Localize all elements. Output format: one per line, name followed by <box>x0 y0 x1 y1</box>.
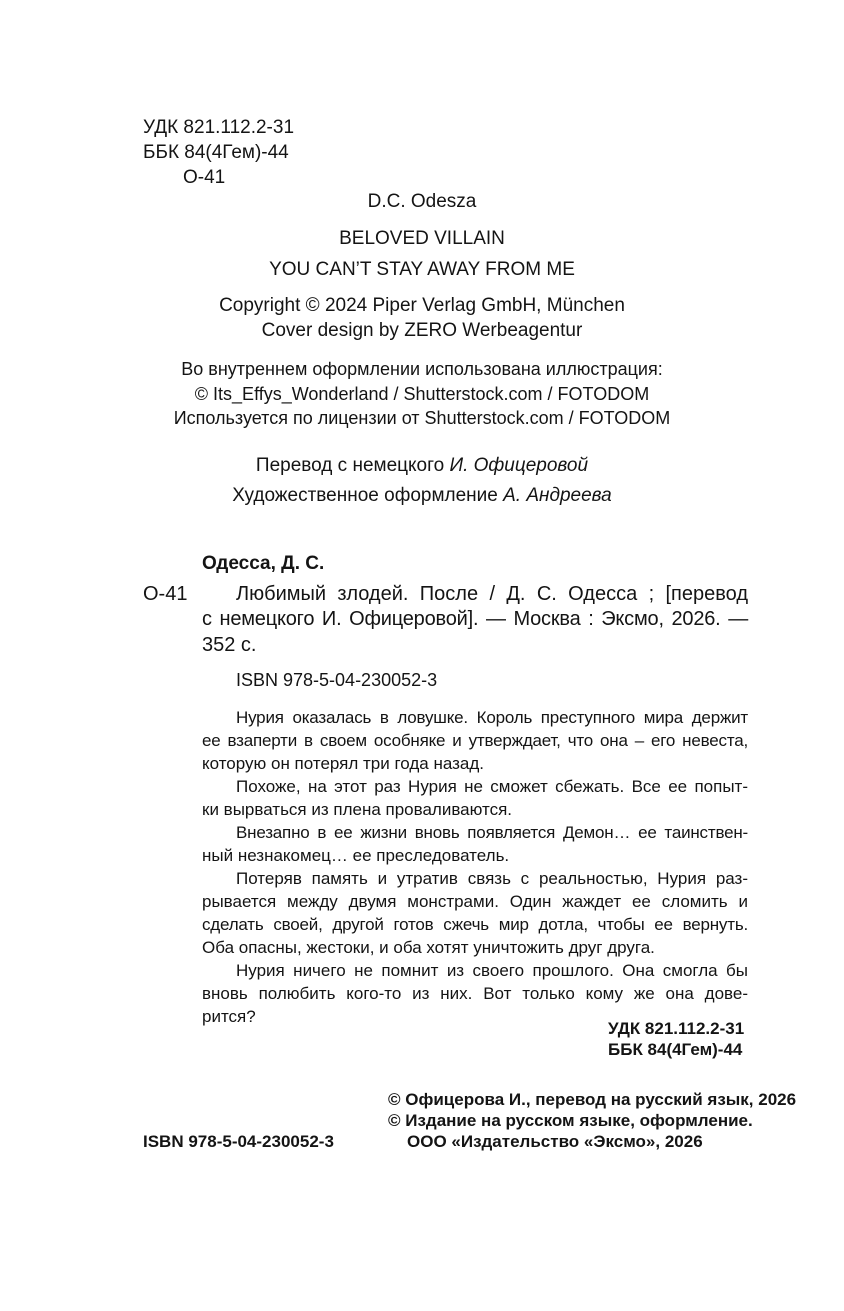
footer-copyright-edition: © Издание на русском языке, оформление. <box>388 1111 753 1130</box>
cover-design: Cover design by ZERO Werbeagentur <box>261 320 583 341</box>
footer-udk: УДК 821.112.2-31 <box>608 1019 745 1038</box>
translation-credit <box>0 455 844 477</box>
illustration-line3: Используется по лицензии от Shutterstock.com / FOTODOM <box>173 408 671 428</box>
annotation-line: Нурия ничего не помнит из своего прошлого. Она смогла бы <box>236 961 748 980</box>
design-prefix: Художественное оформление <box>232 485 504 506</box>
original-copyright: Copyright © 2024 Piper Verlag GmbH, München <box>219 295 625 316</box>
annotation-line: Внезапно в ее жизни вновь появляется Демон… ее таинствен- <box>236 823 748 842</box>
annotation-line: Оба опасны, жестоки, и оба хотят уничтожить друг друга. <box>202 938 655 957</box>
footer-copyright-publisher: ООО «Издательство «Эксмо», 2026 <box>407 1132 703 1151</box>
catalog-desc-line3: 352 с. <box>202 634 257 656</box>
annotation-line: Похоже, на этот раз Нурия не сможет сбежать. Все ее попыт- <box>236 777 748 796</box>
catalog-isbn: ISBN 978-5-04-230052-3 <box>236 670 438 690</box>
bbk-code: ББК 84(4Гем)-44 <box>143 142 289 163</box>
footer-copyright-translation: © Офицерова И., перевод на русский язык, 2026 <box>388 1090 797 1109</box>
annotation-line: Нурия оказалась в ловушке. Король преступного мира держит <box>236 708 748 727</box>
annotation-line: ный незнакомец… ее преследователь. <box>202 846 510 865</box>
annotation-line: ее взаперти в своем особняке и утверждает, что она – его невеста, <box>202 731 748 750</box>
original-title-line2: YOU CAN’T STAY AWAY FROM ME <box>269 259 575 280</box>
annotation-line: которую он потерял три года назад. <box>202 754 485 773</box>
annotation-line: вновь полюбить кого-то из них. Вот только кому же она дове- <box>202 984 748 1003</box>
illustration-line1: Во внутреннем оформлении использована иллюстрация: <box>181 359 663 379</box>
catalog-sign: О-41 <box>143 583 188 605</box>
design-credit <box>0 485 844 507</box>
catalog-desc-line2: с немецкого И. Офицеровой]. — Москва : Эксмо, 2026. — <box>202 608 748 630</box>
illustration-line2: © Its_Effys_Wonderland / Shutterstock.com / FOTODOM <box>194 384 650 404</box>
translator-name: И. Офицеровой <box>449 455 589 476</box>
annotation-line: сделать своей, другой готов сжечь мир дотла, чтобы ее вернуть. <box>202 915 748 934</box>
footer-isbn: ISBN 978-5-04-230052-3 <box>143 1132 334 1151</box>
catalog-heading: Одесса, Д. С. <box>202 553 325 574</box>
catalog-desc-line1: Любимый злодей. После / Д. С. Одесса ; [перевод <box>236 583 748 605</box>
annotation-line: рится? <box>202 1007 256 1026</box>
annotation-line: Потеряв память и утратив связь с реальностью, Нурия раз- <box>236 869 748 888</box>
udk-code: УДК 821.112.2-31 <box>143 117 295 138</box>
designer-name: А. Андреева <box>503 485 612 506</box>
footer-bbk: ББК 84(4Гем)-44 <box>608 1040 743 1059</box>
original-author: D.C. Odesza <box>367 191 477 212</box>
annotation-line: ки вырваться из плена проваливаются. <box>202 800 513 819</box>
original-title-line1: BELOVED VILLAIN <box>339 228 505 249</box>
translation-prefix: Перевод с немецкого <box>255 455 450 476</box>
author-sign: О-41 <box>183 167 226 188</box>
annotation-line: рывается между двумя монстрами. Один жаждет ее сломить и <box>202 892 748 911</box>
